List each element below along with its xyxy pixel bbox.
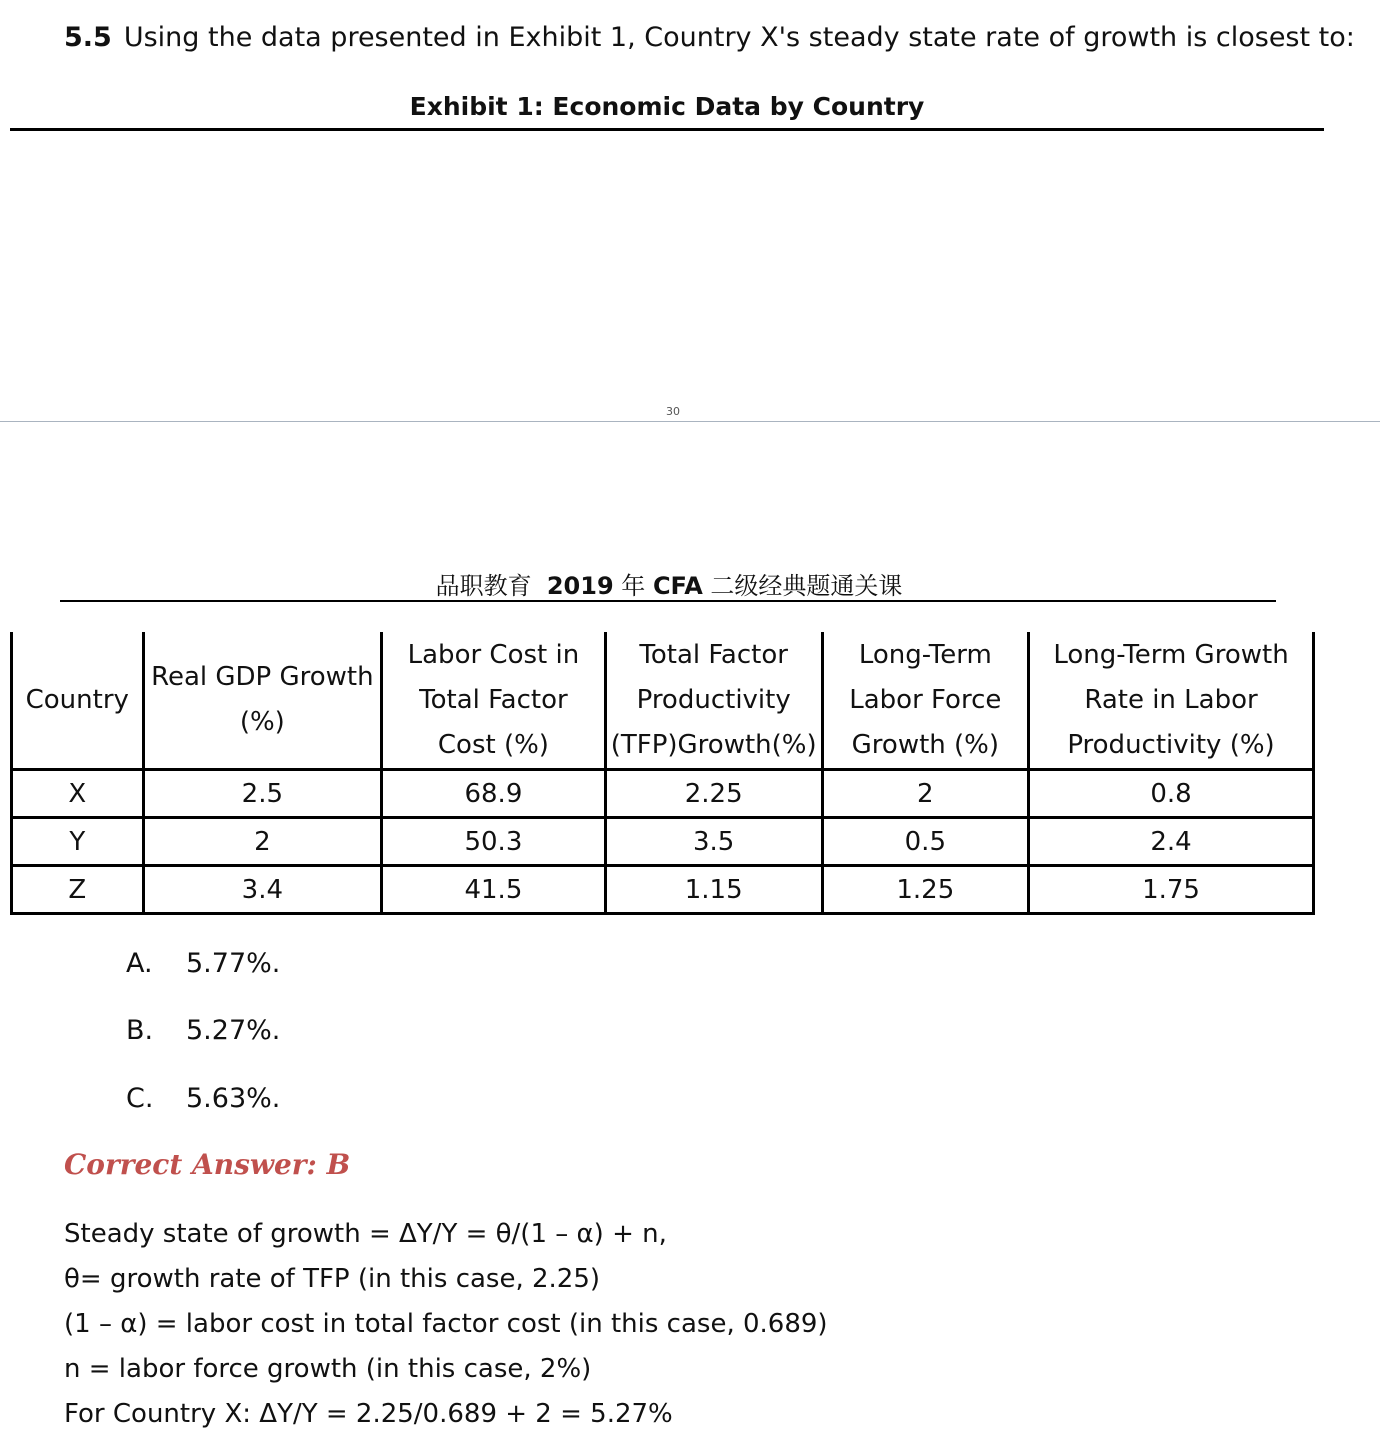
header-cfa: CFA xyxy=(652,572,703,600)
table-cell: 0.5 xyxy=(822,818,1028,866)
table-cell: 41.5 xyxy=(382,866,606,914)
top-rule xyxy=(10,128,1324,131)
explanation-line: (1 – α) = labor cost in total factor cost (in this case, 0.689) xyxy=(64,1309,828,1339)
question-text: Using the data presented in Exhibit 1, Country X's steady state rate of growth is closest to: xyxy=(123,22,1355,53)
table-row xyxy=(12,818,1314,866)
choice-letter: C. xyxy=(126,1083,154,1114)
table-header-row xyxy=(12,632,1314,770)
choice-letter: B. xyxy=(126,1015,154,1046)
table-cell: 0.8 xyxy=(1029,770,1314,818)
table-cell: 2.5 xyxy=(143,770,382,818)
economic-data-table xyxy=(10,632,1315,915)
col-header-labor-cost: Labor Cost in Total Factor Cost (%) xyxy=(382,632,606,770)
choice-letter: A. xyxy=(126,948,153,979)
choice-text: 5.77%. xyxy=(186,948,281,979)
page-divider xyxy=(0,421,1380,422)
choice-text: 5.63%. xyxy=(186,1083,281,1114)
choice-text: 5.27%. xyxy=(186,1015,281,1046)
choice-c xyxy=(126,1083,280,1114)
table-cell: 1.25 xyxy=(822,866,1028,914)
choice-a xyxy=(126,948,280,979)
col-header-labor-force-growth: Long-Term Labor Force Growth (%) xyxy=(822,632,1028,770)
table-cell: 3.5 xyxy=(605,818,822,866)
table-cell: 3.4 xyxy=(143,866,382,914)
col-header-country: Country xyxy=(12,632,144,770)
question xyxy=(64,22,1355,53)
table-cell: 2.4 xyxy=(1029,818,1314,866)
header-year: 2019 xyxy=(546,572,614,600)
course-header xyxy=(0,566,1338,601)
table-cell: 68.9 xyxy=(382,770,606,818)
table-cell: X xyxy=(12,770,144,818)
table-cell: 1.15 xyxy=(605,866,822,914)
table-cell: 2.25 xyxy=(605,770,822,818)
table-row xyxy=(12,866,1314,914)
correct-answer: Correct Answer: B xyxy=(64,1148,351,1181)
explanation-line: For Country X: ΔY/Y = 2.25/0.689 + 2 = 5.27% xyxy=(64,1399,673,1429)
table-cell: 50.3 xyxy=(382,818,606,866)
table-cell: Z xyxy=(12,866,144,914)
explanation-line: n = labor force growth (in this case, 2%) xyxy=(64,1354,592,1384)
table-row xyxy=(12,770,1314,818)
exhibit-title: Exhibit 1: Economic Data by Country xyxy=(409,92,925,121)
col-header-real-gdp-growth: Real GDP Growth (%) xyxy=(143,632,382,770)
header-course: 二级经典题通关课 xyxy=(710,572,903,600)
table-cell: Y xyxy=(12,818,144,866)
col-header-tfp-growth: Total Factor Productivity (TFP)Growth(%) xyxy=(605,632,822,770)
table-cell: 2 xyxy=(822,770,1028,818)
page-number: 30 xyxy=(666,405,680,418)
header-org: 品职教育 xyxy=(435,572,532,600)
header-rule xyxy=(60,600,1276,602)
table-cell: 2 xyxy=(143,818,382,866)
explanation-line: Steady state of growth = ΔY/Y = θ/(1 – α) + n, xyxy=(64,1219,667,1249)
col-header-labor-productivity: Long-Term Growth Rate in Labor Productivity (%) xyxy=(1029,632,1314,770)
choice-b xyxy=(126,1015,280,1046)
table-cell: 1.75 xyxy=(1029,866,1314,914)
header-year-suffix: 年 xyxy=(621,572,646,600)
explanation-line: θ= growth rate of TFP (in this case, 2.25) xyxy=(64,1264,601,1294)
question-number: 5.5 xyxy=(64,22,112,53)
